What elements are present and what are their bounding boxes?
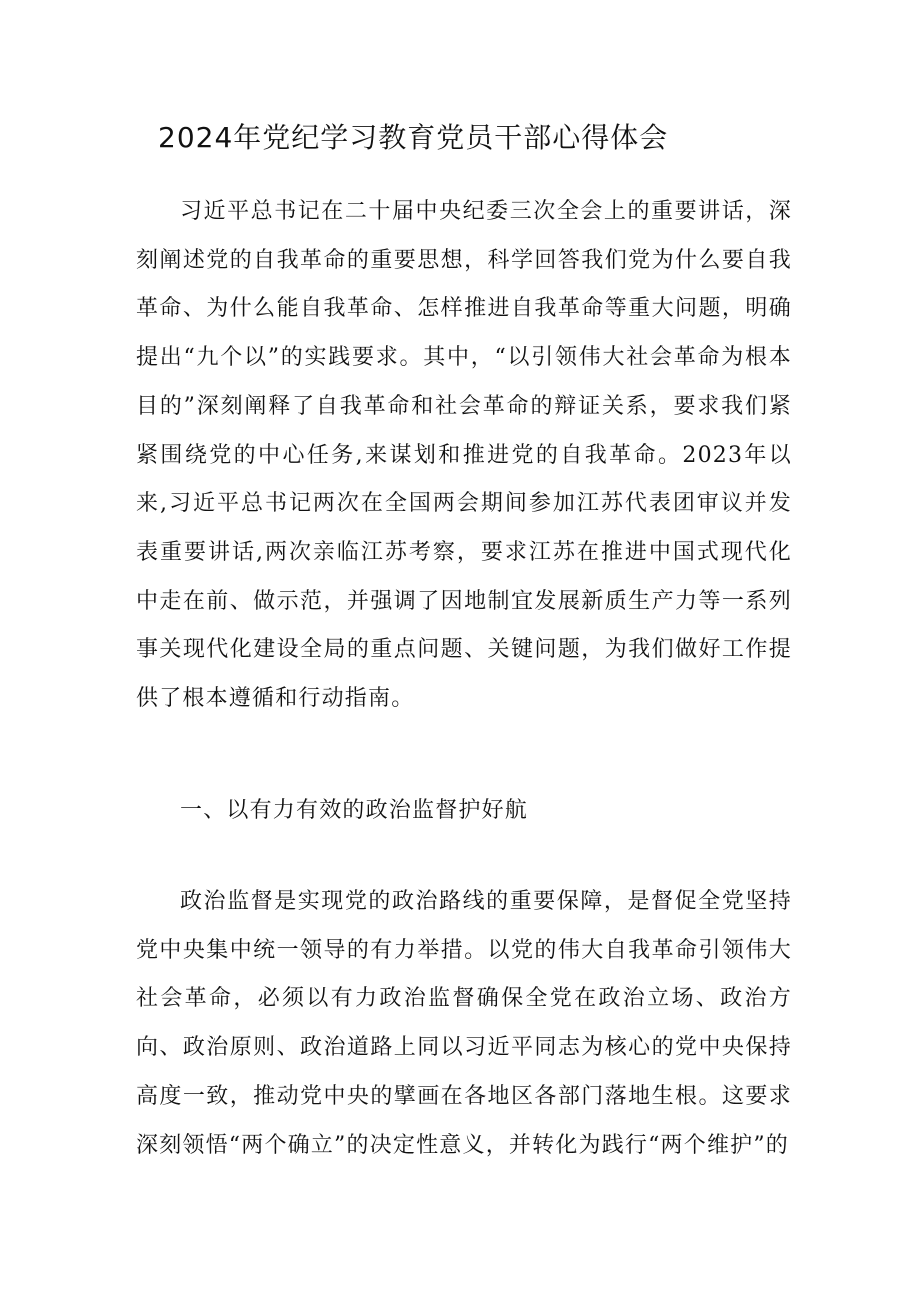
- body-paragraph-intro: 习近平总书记在二十届中央纪委三次全会上的重要讲话，深刻阐述党的自我革命的重要思想，科学回答我们党为什么要自我革命、为什么能自我革命、怎样推进自我革命等重大问题，明确提出“九个以”的实践要求。其中，“以引领伟大社会革命为根本目的”深刻阐释了自我革命和社会革命的辩证关系，要求我们紧紧围绕党的中心任务,来谋划和推进党的自我革命。2023年以来,习近平总书记两次在全国两会期间参加江苏代表团审议并发表重要讲话,两次亲临江苏考察，要求江苏在推进中国式现代化中走在前、做示范，并强调了因地制宜发展新质生产力等一系列事关现代化建设全局的重点问题、关键问题，为我们做好工作提供了根本遵循和行动指南。: [136, 199, 792, 712]
- body-paragraph-political-supervision: 政治监督是实现党的政治路线的重要保障，是督促全党坚持党中央集中统一领导的有力举措。以党的伟大自我革命引领伟大社会革命，必须以有力政治监督确保全党在政治立场、政治方向、政治原则、政治道路上同以习近平同志为核心的党中央保持高度一致，推动党中央的擘画在各地区各部门落地生根。这要求深刻领悟“两个确立”的决定性意义，并转化为践行“两个维护”的: [136, 889, 792, 1158]
- section-heading: 一、以有力有效的政治监督护好航: [180, 798, 529, 823]
- document-title: 2024年党纪学习教育党员干部心得体会: [158, 121, 669, 154]
